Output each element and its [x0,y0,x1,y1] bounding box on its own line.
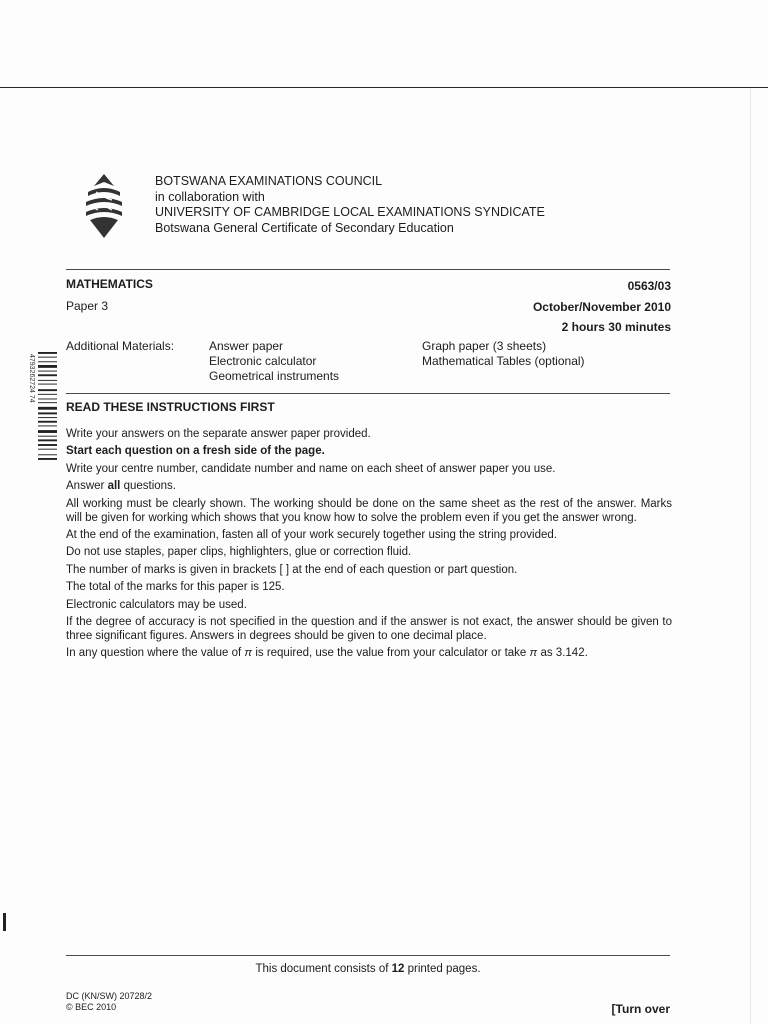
instruction-item: At the end of the examination, fasten all of your work securely together using the string provided. [66,528,557,541]
instructions-heading: READ THESE INSTRUCTIONS FIRST [66,400,275,414]
instruction-item [66,646,672,660]
examining-bodies-header [155,174,545,236]
barcode-bar [38,394,57,395]
barcode-bars [38,352,57,460]
instruction-item: All working must be clearly shown. The working should be done on the same sheet as the rest of the answer. Marks will be given for working which shows that you know how to solve the problem even if you get the answer wrong. [66,497,672,524]
barcode-bar [38,374,57,376]
collaboration-note: in collaboration with [155,189,265,204]
barcode-bar [38,430,57,433]
page-count-suffix: printed pages. [407,963,481,975]
paper-number: Paper 3 [66,299,109,313]
turn-over-note: [Turn over [611,1002,670,1016]
barcode-bar [38,412,57,414]
material-item: Mathematical Tables (optional) [422,354,585,368]
instruction-text: In any question where the value of [66,647,242,660]
instruction-item: Write your answers on the separate answer paper provided. [66,428,371,440]
reference-code: DC (KN/SW) 20728/2 [66,991,153,1001]
barcode-bar [38,439,57,441]
page-count-note [0,963,736,975]
barcode-bar [38,402,57,403]
right-page-edge-line [750,88,751,1024]
margin-mark [3,913,6,931]
instructions-list [66,427,672,664]
exam-session: October/November 2010 [532,300,671,314]
exam-duration: 2 hours 30 minutes [561,320,671,334]
instruction-emphasis: all [107,480,121,493]
syndicate-name: UNIVERSITY OF CAMBRIDGE LOCAL EXAMINATIONS SYNDICATE [155,205,545,219]
barcode [27,352,57,488]
barcode-bar [38,380,57,381]
barcode-bar [38,449,57,450]
instruction-item: Start each question on a fresh side of the page. [66,445,325,458]
barcode-digits: 4793262724 74 [28,354,35,403]
instruction-item [66,479,672,493]
bec-logo-icon [82,172,126,240]
material-item: Answer paper [209,339,284,353]
materials-label: Additional Materials: [66,339,175,353]
barcode-bar [38,357,57,358]
council-name: BOTSWANA EXAMINATIONS COUNCIL [155,174,383,188]
barcode-bar [38,384,57,385]
material-item: Graph paper (3 sheets) [422,339,547,353]
instruction-text: Answer [66,480,105,493]
instruction-item: If the degree of accuracy is not specified in the question and if the answer is not exact, the answer should be given to three significant figures. Answers in degrees should be given to one decimal place. [66,615,672,642]
pi-symbol: π [244,647,253,660]
barcode-bar [38,365,57,368]
top-page-edge-line [0,87,768,88]
barcode-bar [38,458,57,460]
pi-symbol: π [529,647,538,660]
barcode-bar [38,444,57,446]
header-divider [66,269,670,270]
barcode-bar [38,454,57,455]
paper-code: 0563/03 [627,279,671,293]
barcode-bar [38,407,57,410]
instruction-item: The total of the marks for this paper is 125. [66,581,285,594]
barcode-bar [38,417,57,418]
instruction-text: as 3.142. [540,647,588,660]
instruction-item: Electronic calculators may be used. [66,598,247,611]
barcode-bar [38,389,57,391]
barcode-bar [38,361,57,362]
materials-list-secondary [422,339,585,369]
materials-divider [66,393,670,394]
barcode-bar [38,399,57,400]
document-reference [66,991,152,1013]
page-count-number: 12 [391,963,405,975]
instruction-text: is required, use the value from your calculator or take [255,647,527,660]
instruction-text: questions. [123,480,176,493]
barcode-bar [38,425,57,426]
instruction-item: The number of marks is given in brackets [ ] at the end of each question or part question. [66,563,518,576]
footer-divider [66,955,670,956]
subject-title: MATHEMATICS [66,277,153,291]
barcode-bar [38,421,57,423]
instruction-item: Do not use staples, paper clips, highlighters, glue or correction fluid. [66,546,412,559]
materials-list-primary [209,339,339,384]
page-count-prefix: This document consists of [255,963,389,975]
barcode-bar [38,371,57,372]
instruction-item: Write your centre number, candidate number and name on each sheet of answer paper you use. [66,462,556,475]
copyright-notice: © BEC 2010 [66,1002,117,1012]
material-item: Geometrical instruments [209,369,340,383]
material-item: Electronic calculator [209,354,317,368]
certificate-name: Botswana General Certificate of Secondary Education [155,220,454,235]
barcode-bar [38,436,57,437]
barcode-bar [38,352,57,354]
